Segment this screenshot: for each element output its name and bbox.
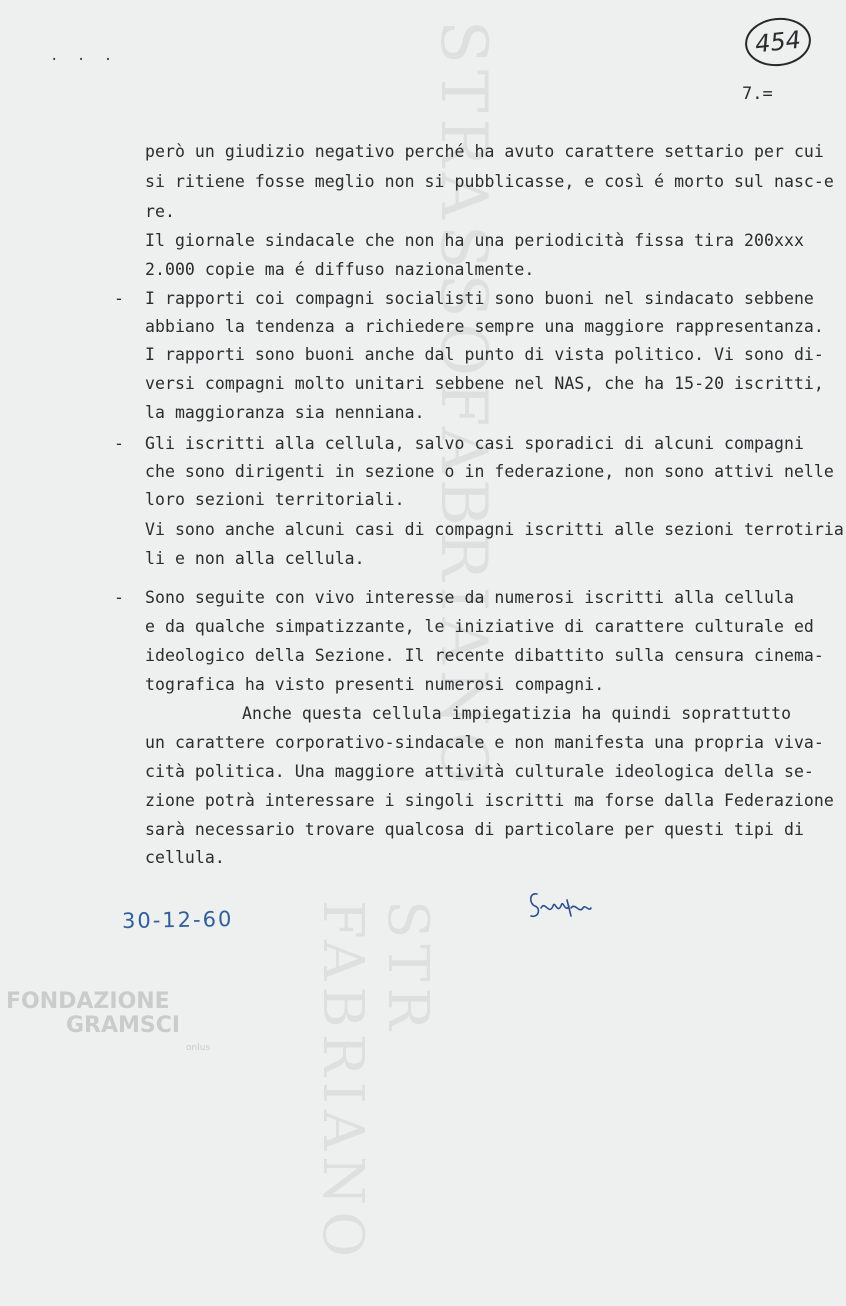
paper-watermark-lower: STR FABRIANO [310,900,440,1264]
text-line: li e non alla cellula. [145,549,365,568]
text-line: Sono seguite con vivo interesse da numerosi iscritti alla cellula [145,588,794,607]
text-line: versi compagni molto unitari sebbene nel NAS, che ha 15-20 iscritti, [145,374,824,393]
logo-line2: GRAMSCI [66,1013,181,1038]
text-line: loro sezioni territoriali. [145,490,405,509]
text-line: Vi sono anche alcuni casi di compagni iscritti alle sezioni terrotiria [145,520,844,539]
text-line: sarà necessario trovare qualcosa di particolare per questi tipi di [145,820,804,839]
text-line: la maggioranza sia nenniana. [145,403,425,422]
text-line: Il giornale sindacale che non ha una periodicità fissa tira 200xxx [145,231,804,250]
text-line: però un giudizio negativo perché ha avuto carattere settario per cui [145,142,824,161]
text-line: re. [145,202,175,221]
text-line: cità politica. Una maggiore attività culturale ideologica della se- [145,762,814,781]
bullet-dash: - [114,588,124,607]
text-line: ideologico della Sezione. Il recente dibattito sulla censura cinema- [145,646,824,665]
text-line: Gli iscritti alla cellula, salvo casi sporadici di alcuni compagni [145,434,804,453]
text-line: un carattere corporativo-sindacale e non manifesta una propria viva- [145,733,824,752]
logo-subtitle: onlus [186,1043,211,1053]
text-line: e da qualche simpatizzante, le iniziative di carattere culturale ed [145,617,814,636]
text-line: tografica ha visto presenti numerosi compagni. [145,675,605,694]
text-line: zione potrà interessare i singoli iscritti ma forse dalla Federazione [145,791,834,810]
bullet-dash: - [114,434,124,453]
text-line: cellula. [145,848,225,867]
paper-specks: · · · [50,52,118,68]
fondazione-gramsci-logo [6,989,211,1053]
text-line: Anche questa cellula impiegatizia ha quindi soprattutto [242,704,792,723]
text-line: I rapporti coi compagni socialisti sono buoni nel sindacato sebbene [145,289,814,308]
paper-watermark: STRASSOFABRIANO [426,20,500,791]
text-line: abbiano la tendenza a richiedere sempre una maggiore rappresentanza. [145,317,824,336]
page-number: 7.= [742,84,773,104]
text-line: 2.000 copie ma é diffuso nazionalmente. [145,260,535,279]
signature [527,886,597,926]
bullet-dash: - [114,289,124,308]
logo-line1: FONDAZIONE [6,989,170,1014]
text-line: I rapporti sono buoni anche dal punto di vista politico. Vi sono di- [145,345,824,364]
text-line: si ritiene fosse meglio non si pubblicasse, e così é morto sul nasc-e [145,172,834,191]
archive-stamp-number: 454 [743,15,814,70]
handwritten-date: 30-12-60 [121,907,234,933]
text-line: che sono dirigenti in sezione o in federazione, non sono attivi nelle [145,462,834,481]
